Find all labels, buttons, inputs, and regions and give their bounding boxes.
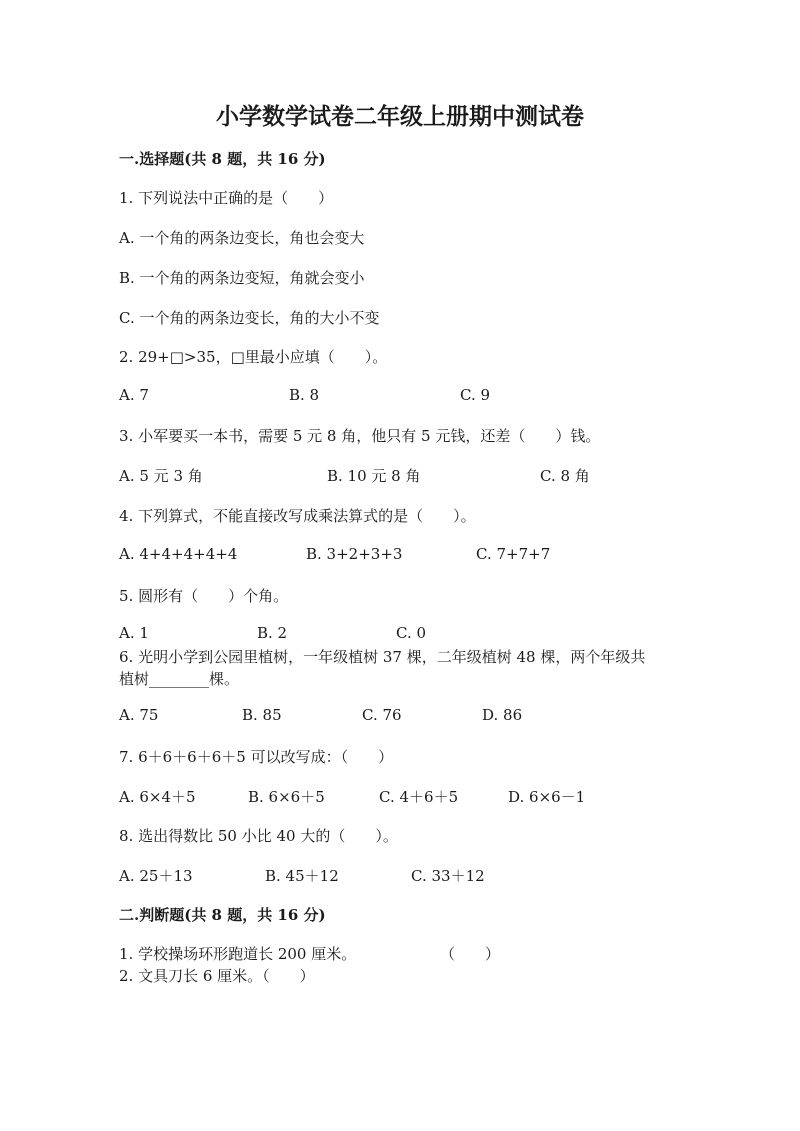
option: C. 4＋6＋5: [379, 788, 459, 806]
option: C. 33＋12: [411, 867, 485, 885]
option: C. 7+7+7: [476, 545, 551, 563]
question-1: 1. 下列说法中正确的是（ ）: [119, 189, 334, 207]
question-8: 8. 选出得数比 50 小比 40 大的（ ）。: [119, 827, 398, 845]
option: C. 9: [460, 386, 491, 404]
page-title: 小学数学试卷二年级上册期中测试卷: [216, 103, 584, 130]
section-heading-choice: 一.选择题(共 8 题，共 16 分): [119, 150, 326, 168]
option: B. 10 元 8 角: [327, 467, 421, 485]
option: C. 一个角的两条边变长，角的大小不变: [119, 309, 380, 327]
option: A. 4+4+4+4+4: [119, 545, 238, 563]
question-5: 5. 圆形有（ ）个角。: [119, 587, 289, 605]
question-7: 7. 6＋6＋6＋6＋5 可以改写成：（ ）: [119, 748, 394, 766]
option: A. 6×4＋5: [119, 788, 196, 806]
section-heading-judgment: 二.判断题(共 8 题，共 16 分): [119, 906, 326, 924]
option: D. 6×6－1: [508, 788, 586, 806]
option: C. 8 角: [540, 467, 590, 485]
question-3: 3. 小军要买一本书，需要 5 元 8 角，他只有 5 元钱，还差（ ）钱。: [119, 427, 601, 445]
option: A. 7: [119, 386, 149, 404]
option: B. 45＋12: [265, 867, 339, 885]
question-6: 6. 光明小学到公园里植树，一年级植树 37 棵，二年级植树 48 棵，两个年级共: [119, 648, 646, 666]
option: C. 0: [396, 624, 427, 642]
option: A. 一个角的两条边变长，角也会变大: [119, 229, 365, 247]
option: B. 2: [257, 624, 288, 642]
option: B. 一个角的两条边变短，角就会变小: [119, 269, 365, 287]
option: A. 5 元 3 角: [119, 467, 203, 485]
option: B. 6×6＋5: [248, 788, 325, 806]
answer-bracket: （ ）: [440, 945, 501, 963]
judgment-1: 1. 学校操场环形跑道长 200 厘米。: [119, 945, 357, 963]
option: C. 76: [362, 706, 402, 724]
question-2: 2. 29+□>35，□里最小应填（ ）。: [119, 348, 388, 366]
option: B. 8: [289, 386, 320, 404]
option: B. 85: [242, 706, 282, 724]
option: B. 3+2+3+3: [306, 545, 403, 563]
option: A. 1: [119, 624, 149, 642]
question-4: 4. 下列算式，不能直接改写成乘法算式的是（ ）。: [119, 507, 476, 525]
judgment-2: 2. 文具刀长 6 厘米。（ ）: [119, 967, 315, 985]
option: A. 25＋13: [119, 867, 193, 885]
question-6-continued: 植树________棵。: [119, 670, 240, 688]
option: D. 86: [482, 706, 523, 724]
option: A. 75: [119, 706, 159, 724]
